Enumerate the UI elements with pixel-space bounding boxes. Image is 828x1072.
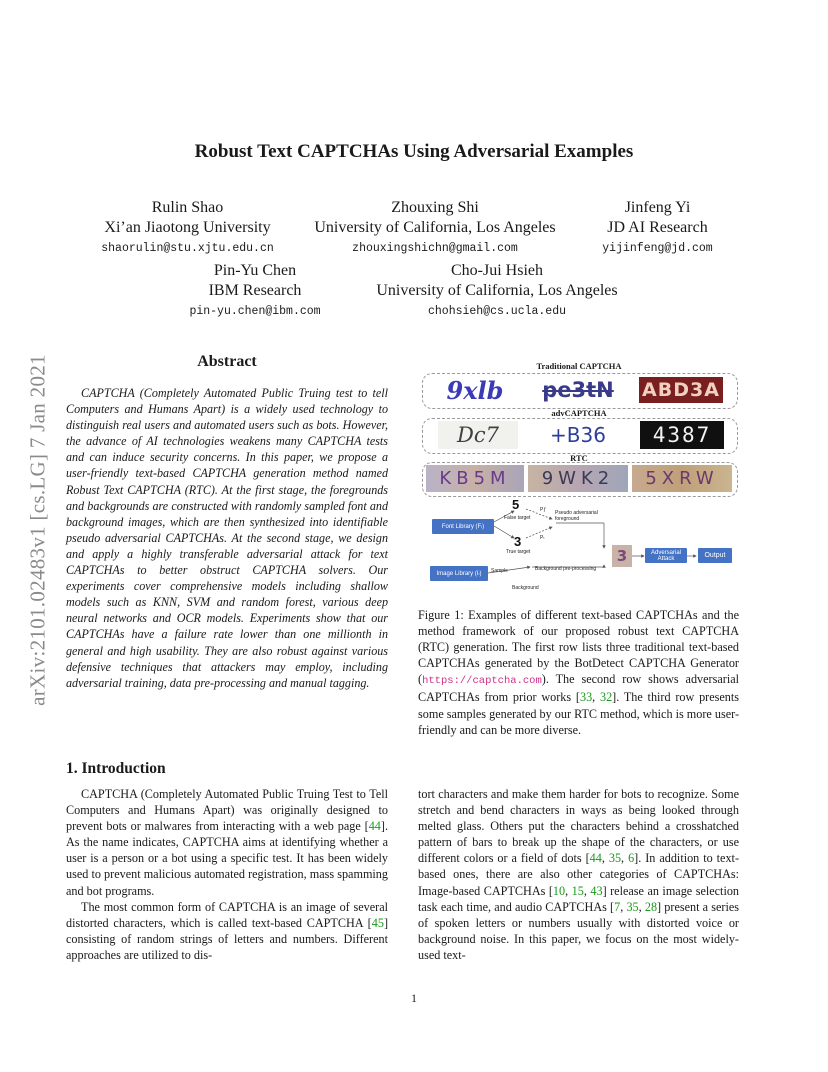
author-block-5: [367, 261, 627, 322]
captcha-sample-image: ABD3A: [639, 377, 723, 403]
section-title: 1. Introduction: [66, 760, 166, 777]
figure-1: [418, 358, 740, 594]
author-block-4: [170, 261, 340, 322]
result-captcha-image: 3: [612, 545, 632, 567]
citation-link[interactable]: 35: [608, 851, 622, 866]
paragraph: CAPTCHA (Completely Automated Public Truing Test to Tell Computers and Humans Apart) was originally designed to prevent bots or malwares from interacting with a web page [44]. As the name indicates, CAPTCHA aims at identifying whether a user is a person or a bot using a specific test. It has been widely used to prevent malicious automated registration, mass spamming and bot programs.: [66, 787, 388, 898]
author-email: shaorulin@stu.xjtu.edu.cn: [101, 242, 274, 255]
captcha-sample-image: 9WK2: [528, 465, 628, 492]
author-block-2: [305, 198, 565, 259]
author-email: zhouxingshichn@gmail.com: [352, 242, 518, 255]
right-column-body: [418, 786, 739, 963]
pt-label: Pₜ: [540, 535, 545, 541]
paragraph: The most common form of CAPTCHA is an image of several distorted characters, which is called text-based CAPTCHA [45] consisting of random strings of letters and numbers. Different approaches are utilized to dis-: [66, 899, 388, 962]
captcha-sample-image: 5XRW: [632, 465, 732, 492]
abstract-text: CAPTCHA (Completely Automated Public Truing test to tell Computers and Humans Apart) is a widely used technology to distinguish real users and automated users such as bots. However, the advance of AI technologies weakens many CAPTCHA tests and can induce security concerns. In this paper, we propose a user-friendly text-based CAPTCHA generation method named Robust Text CAPTCHA (RTC). At the first stage, the foregrounds and backgrounds are constructed with randomly sampled font and background images, which are then synthesized into identifiable pseudo adversarial CAPTCHAs. At the second stage, we design and apply a highly transferable adversarial attack for text CAPTCHAs to better obstruct CAPTCHA solvers. Our experiments cover comprehensive models including shallow models such as KNN, SVM and random forest, various deep neural networks and OCR models. Experiments show that our CAPTCHAs have a failure rate lower than one millionth in general and high usability. They are also robust against various defensive techniques that attackers may employ, including adversarial training, data pre-processing and manual tagging.: [66, 386, 388, 690]
figure-row-label: advCAPTCHA: [551, 408, 607, 418]
captcha-sample-image: 9xlb: [446, 376, 504, 404]
left-column-body: [66, 786, 388, 963]
captcha-sample-image: +B36: [550, 423, 606, 447]
citation-link[interactable]: 7: [614, 899, 621, 914]
author-affiliation: University of California, Los Angeles: [314, 219, 556, 236]
author-block-1: [90, 198, 285, 259]
false-target-digit: 5: [512, 497, 520, 512]
arxiv-sidebar: [20, 300, 56, 760]
author-email: pin-yu.chen@ibm.com: [189, 305, 321, 318]
font-library-box: Font Library (Fₗ): [432, 519, 494, 534]
url-link[interactable]: https://captcha.com: [422, 675, 542, 688]
captcha-sample-image: Dc7: [438, 421, 518, 449]
citation-link[interactable]: 6: [628, 851, 635, 866]
author-email: chohsieh@cs.ucla.edu: [427, 305, 567, 318]
bg-preprocessing-label: Background pre-processing: [535, 566, 597, 572]
citation-link[interactable]: 44: [368, 819, 381, 834]
author-name: Jinfeng Yi: [624, 199, 691, 216]
true-target-digit: 3: [514, 534, 522, 549]
sample-label: Sample: [491, 568, 508, 574]
citation-link[interactable]: 33: [579, 690, 593, 705]
citation-link[interactable]: 35: [626, 899, 639, 914]
citation-link[interactable]: 15: [571, 883, 584, 898]
true-target-label: True target: [506, 549, 531, 555]
author-name: Zhouxing Shi: [391, 199, 479, 216]
author-block-3: [580, 198, 735, 259]
paper-title: Robust Text CAPTCHAs Using Adversarial Examples: [194, 141, 634, 162]
citation-link[interactable]: 10: [552, 883, 566, 898]
author-affiliation: University of California, Los Angeles: [376, 282, 618, 299]
pseudo-foreground-label: Pseudo adversarial foreground: [555, 510, 598, 522]
author-affiliation: Xi’an Jiaotong University: [104, 219, 271, 236]
abstract-heading: Abstract: [197, 353, 257, 370]
author-name: Pin-Yu Chen: [213, 262, 297, 279]
captcha-sample-image: KB5M: [426, 465, 524, 492]
pf-label: Pƒ: [540, 507, 547, 513]
paragraph: tort characters and make them harder for bots to recognize. Some stretch and bend characters in ways as being looked through melted glass. Others put the characters behind a crosshatched pattern of bars to break up the shape of the characters, or use different colors or a field of dots [44, 35, 6]. In addition to text-based ones, there are also other categories of CAPTCHAs: Image-based CAPTCHAs [10, 15, 43] release an image selection task each time, and audio CAPTCHAs [7, 35, 28] present a series of spoken letters or numbers usually with distorted voice or background noise. In this paper, we focus on the most widely-used text-: [418, 787, 740, 962]
captcha-sample-image: 4387: [640, 421, 724, 449]
captcha-sample-image: pe3tN: [542, 378, 614, 402]
false-target-label: False target: [504, 515, 531, 521]
author-email: yijinfeng@jd.com: [602, 242, 713, 255]
figure-caption: Figure 1: Examples of different text-based CAPTCHAs and the method framework of our proposed robust text CAPTCHA (RTC) generation. The first row lists three traditional text-based CAPTCHAs generated by the BotDetect CAPTCHA Generator (https://captcha.com). The second row shows adversarial CAPTCHAs from prior works [33, 32]. The third row presents some samples generated by our RTC method, which is more user-friendly and can be more diverse.: [418, 608, 740, 737]
adversarial-attack-box: Adversarial Attack: [645, 548, 687, 563]
figure-row-label: RTC: [570, 453, 588, 463]
image-library-box: Image Library (Iₗ): [430, 566, 488, 581]
author-name: Rulin Shao: [151, 199, 224, 216]
figure-row-label: Traditional CAPTCHA: [536, 361, 622, 371]
citation-link[interactable]: 32: [599, 690, 613, 705]
citation-link[interactable]: 45: [371, 915, 384, 930]
author-name: Cho-Jui Hsieh: [451, 262, 543, 279]
page-number: 1: [411, 991, 417, 1005]
author-affiliation: IBM Research: [208, 282, 302, 299]
citation-link[interactable]: 43: [590, 883, 603, 898]
citation-link[interactable]: 28: [644, 899, 658, 914]
output-box: Output: [698, 548, 732, 563]
citation-link[interactable]: 44: [589, 851, 602, 866]
background-label: Background: [512, 585, 539, 591]
author-affiliation: JD AI Research: [607, 219, 708, 236]
arxiv-identifier: arXiv:2101.02483v1 [cs.LG] 7 Jan 2021: [25, 354, 50, 706]
